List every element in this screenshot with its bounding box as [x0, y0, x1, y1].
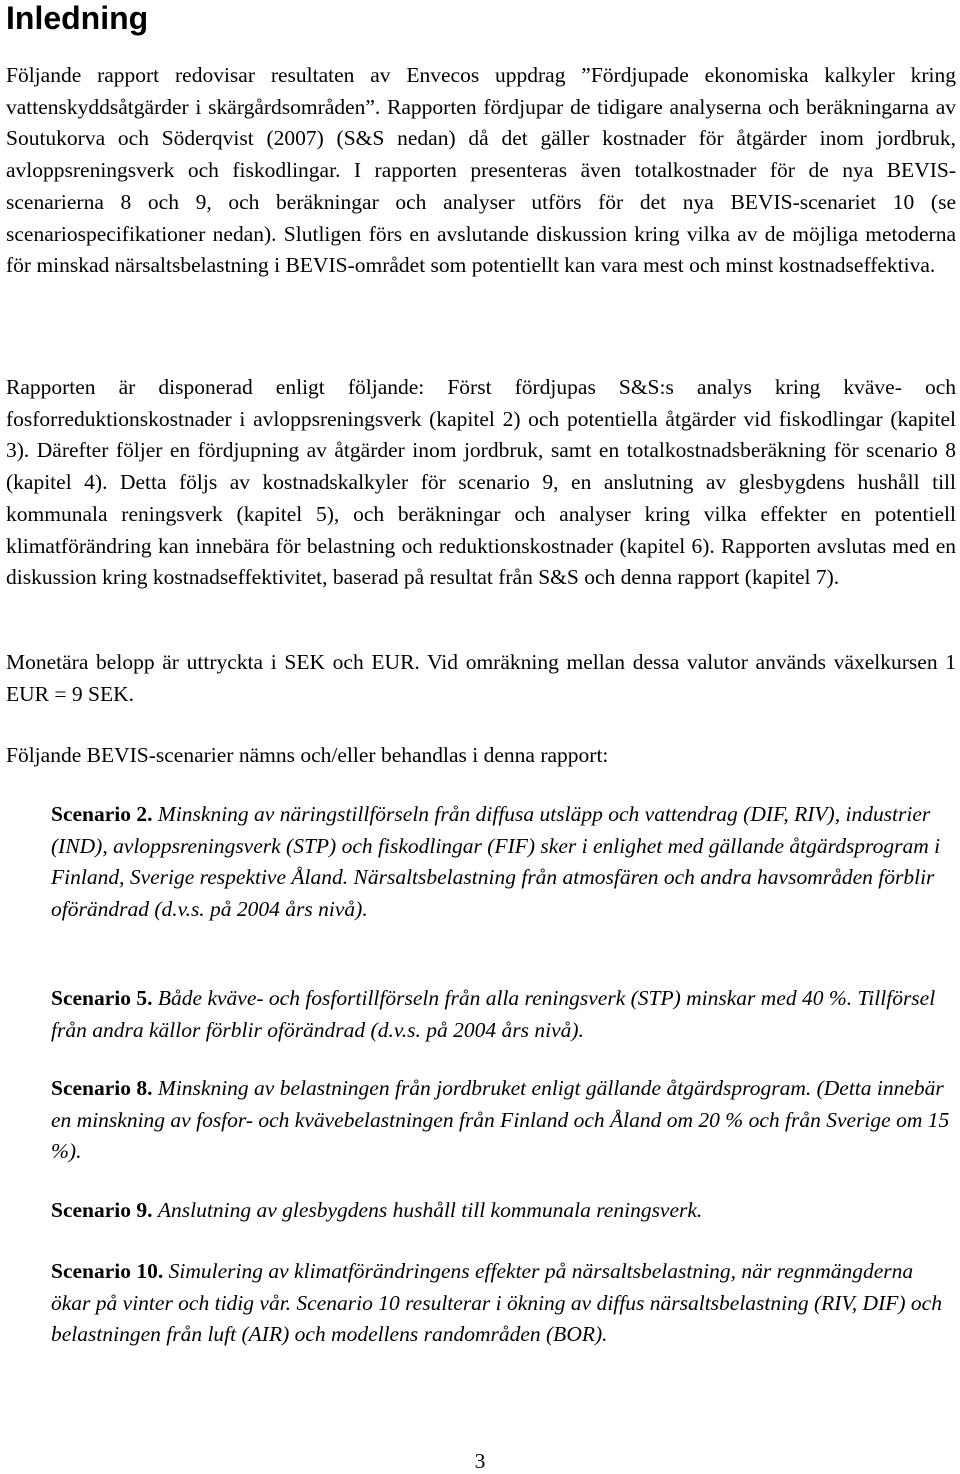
section-heading: Inledning	[6, 0, 149, 36]
scenario-label: Scenario 2.	[51, 802, 153, 826]
scenario-item	[51, 1195, 956, 1227]
page-number: 3	[474, 1449, 486, 1473]
scenario-item	[51, 1073, 956, 1168]
scenario-item	[51, 1256, 956, 1351]
scenario-label: Scenario 10.	[51, 1259, 164, 1283]
scenario-description: Både kväve- och fosfortillförseln från alla reningsverk (STP) minskar med 40 %. Tillförsel från andra källor förblir oförändrad (d.v.s. på 2004 års nivå).	[51, 986, 936, 1042]
scenario-description: Minskning av näringstillförseln från diffusa utsläpp och vattendrag (DIF, RIV), industrier (IND), avloppsreningsverk (STP) och fiskodlingar (FIF) sker i enlighet med gällande åtgärdsprogram i Finland, Sverige respektive Åland. Närsaltsbelastning från atmosfären och andra havsområden förblir oförändrad (d.v.s. på 2004 års nivå).	[51, 802, 941, 921]
currency-paragraph: Monetära belopp är uttryckta i SEK och EUR. Vid omräkning mellan dessa valutor används växelkursen 1 EUR = 9 SEK.	[6, 650, 956, 706]
scenario-description: Simulering av klimatförändringens effekter på närsaltsbelastning, när regnmängderna ökar på vinter och tidig vår. Scenario 10 resulterar i ökning av diffus närsaltsbelastning (RIV, DIF) och belastningen från luft (AIR) och modellens randområden (BOR).	[51, 1259, 942, 1346]
disposition-paragraph: Rapporten är disponerad enligt följande: Först fördjupas S&S:s analys kring kväve- och fosforreduktionskostnader i avloppsreningsverk (kapitel 2) och potentiella åtgärder vid fiskodlingar (kapitel 3). Därefter följer en fördjupning av åtgärder inom jordbruk, samt en totalkostnadsberäkning för scenario 8 (kapitel 4). Detta följs av kostnadskalkyler för scenario 9, en anslutning av glesbygdens hushåll till kommunala reningsverk (kapitel 5), och beräkningar och analyser kring vilka effekter en potentiell klimatförändring kan innebära för belastning och reduktionskostnader (kapitel 6). Rapporten avslutas med en diskussion kring kostnadseffektivitet, baserad på resultat från S&S och denna rapport (kapitel 7).	[6, 375, 956, 590]
scenarios-intro-paragraph: Följande BEVIS-scenarier nämns och/eller behandlas i denna rapport:	[6, 743, 609, 767]
scenario-label: Scenario 5.	[51, 986, 153, 1010]
intro-paragraph: Följande rapport redovisar resultaten av Envecos uppdrag ”Fördjupade ekonomiska kalkyler kring vattenskyddsåtgärder i skärgårdsområden”. Rapporten fördjupar de tidigare analyserna och beräkningarna av Soutukorva och Söderqvist (2007) (S&S nedan) då det gäller kostnader för åtgärder inom jordbruk, avloppsreningsverk och fiskodlingar. I rapporten presenteras även totalkostnader för de nya BEVIS-scenarierna 8 och 9, och beräkningar och analyser utförs för det nya BEVIS-scenariet 10 (se scenariospecifikationer nedan). Slutligen förs en avslutande diskussion kring vilka av de möjliga metoderna för minskad närsaltsbelastning i BEVIS-området som potentiellt kan vara mest och minst kostnadseffektiva.	[6, 63, 956, 278]
scenario-label: Scenario 9.	[51, 1198, 153, 1222]
scenario-description: Anslutning av glesbygdens hushåll till kommunala reningsverk.	[157, 1198, 703, 1222]
scenario-description: Minskning av belastningen från jordbruket enligt gällande åtgärdsprogram. (Detta innebär en minskning av fosfor- och kvävebelastningen från Finland och Åland om 20 % och från Sverige om 15 %).	[51, 1076, 950, 1163]
scenario-label: Scenario 8.	[51, 1076, 153, 1100]
scenario-item	[51, 983, 956, 1046]
scenario-item	[51, 799, 956, 925]
